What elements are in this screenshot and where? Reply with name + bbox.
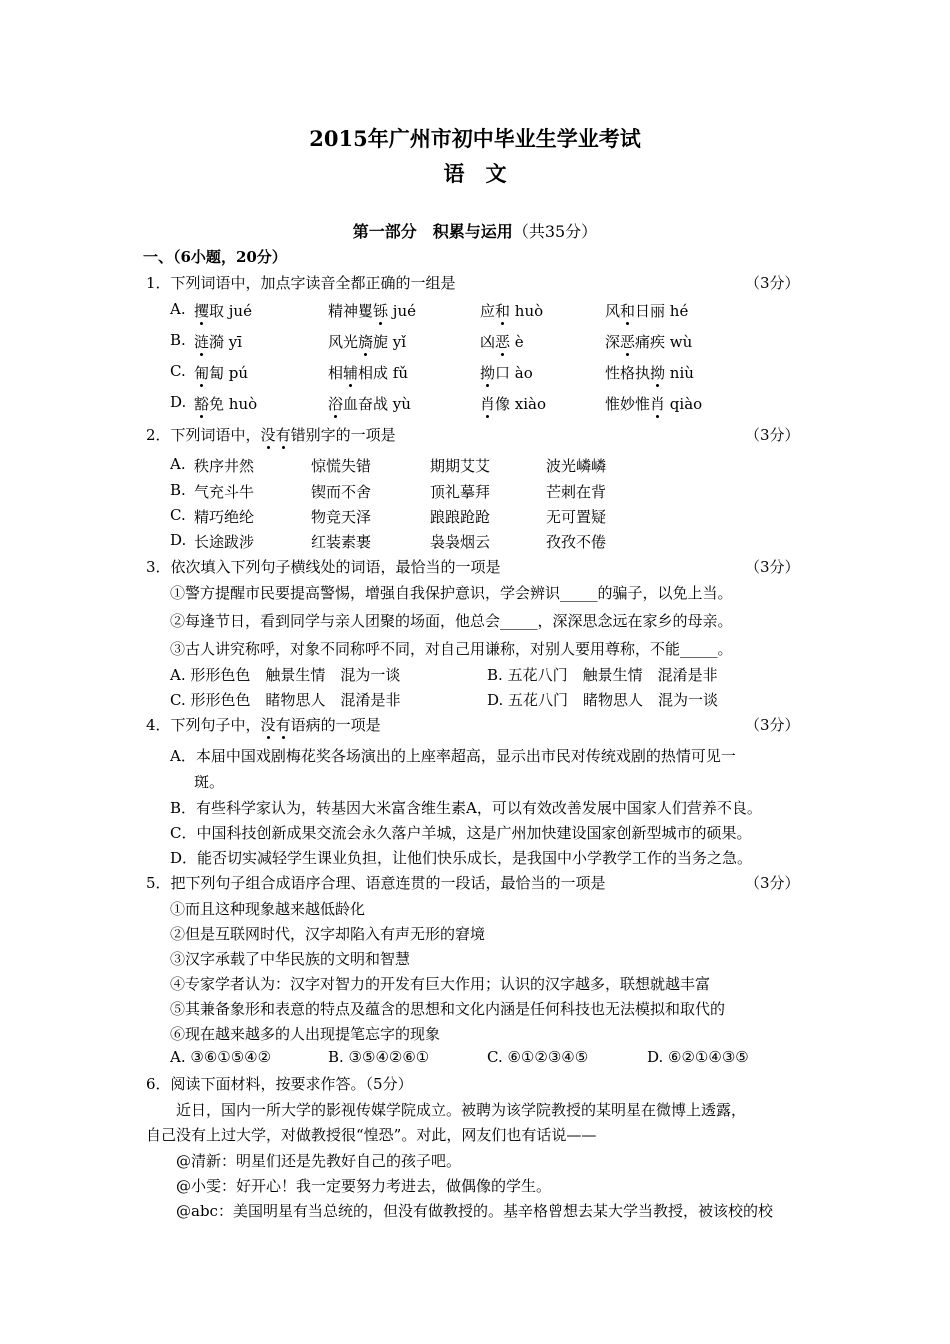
q5-sentence-3: ③汉字承载了中华民族的文明和智慧: [170, 950, 411, 968]
q1-stem: 1．下列词语中，加点字读音全都正确的一组是: [146, 274, 456, 292]
q2-option-c-word: 无可置疑: [546, 508, 607, 526]
q3-option-b-text: 五花八门 触景生情 混淆是非: [507, 666, 718, 684]
q1-option-b-label: B.: [170, 331, 186, 349]
q2-option-b-word: 气充斗牛: [194, 483, 255, 501]
q5-option-a: A. ③⑥①⑤④②: [170, 1048, 272, 1066]
q1-word-pre: 惟妙惟: [605, 395, 651, 413]
q1-word-post: 免 huò: [209, 395, 258, 413]
q3-option-c: [170, 689, 401, 710]
q1-word-pre: 凶: [480, 333, 496, 351]
q1-word-pre: 性格执: [605, 364, 651, 382]
q1-option-a-word: [194, 300, 252, 321]
q6-comment-3: @abc：美国明星有当总统的，但没有做教授的。基辛格曾想去某大学当教授，被该校的校: [176, 1202, 773, 1220]
q3-option-a: [170, 664, 400, 685]
q1-option-c-word: [480, 362, 533, 383]
q1-word-post: 漪 yī: [209, 333, 243, 351]
q1-option-c-label: C.: [170, 362, 186, 380]
q4-stem-dotted: [261, 716, 291, 734]
q1-option-d-word: [480, 393, 546, 414]
q1-word-pre: 风: [605, 302, 621, 320]
q1-word-post: 旎 yǐ: [373, 333, 407, 351]
q1-word-post: 口 ào: [495, 364, 533, 382]
q1-word-post: 像 xiào: [495, 395, 547, 413]
q1-option-a-word: [480, 300, 543, 321]
q1-word-dot: 浴: [328, 395, 344, 413]
q1-word-dot: 匍: [194, 364, 210, 382]
q1-word-pre: 风光: [328, 333, 359, 351]
emphasis-dot-char: 有: [275, 426, 291, 444]
q2-option-c-word: 精巧绝纶: [194, 508, 255, 526]
q1-option-c-word: [328, 362, 408, 383]
q4-stem-pre: 4．下列句子中，: [146, 716, 261, 734]
q1-word-pre: 深: [605, 333, 621, 351]
q4-option-a-line1: A．本届中国戏剧梅花奖各场演出的上座率超高，显示出市民对传统戏剧的热情可见一: [170, 747, 736, 765]
q5-sentence-5: ⑤其兼备象形和表意的特点及蕴含的思想和文化内涵是任何科技也无法模拟和取代的: [170, 1000, 726, 1018]
q5-option-b: B. ③⑤④②⑥①: [328, 1048, 430, 1066]
q3-option-c-label: C.: [170, 691, 186, 709]
q1-word-dot: 拗: [480, 364, 496, 382]
q1-word-post: 血奋战 yù: [343, 395, 411, 413]
q1-word-dot: 豁: [194, 395, 210, 413]
q2-option-b-word: 芒刺在背: [546, 483, 607, 501]
q1-word-post: 匐 pú: [209, 364, 249, 382]
part-heading-note: （共35分）: [512, 222, 598, 241]
q2-score: （3分）: [745, 426, 800, 444]
q1-word-dot: 恶: [620, 333, 636, 351]
q1-option-b-word: [194, 331, 242, 352]
q1-option-d-word: [328, 393, 411, 414]
q2-option-a-word: 惊慌失错: [311, 457, 372, 475]
q1-word-post: qiào: [665, 395, 703, 413]
q3-score: （3分）: [745, 558, 800, 576]
q5-sentence-1: ①而且这种现象越来越低龄化: [170, 900, 366, 918]
q3-option-a-text: 形形色色 触景生情 混为一谈: [190, 666, 401, 684]
q1-word-dot: 拗: [650, 364, 666, 382]
q4-score: （3分）: [745, 716, 800, 734]
q1-word-post: 日丽 hé: [635, 302, 689, 320]
q6-material-line2: 自己没有上过大学，对做教授很“惶恐”。对此，网友们也有话说——: [146, 1126, 597, 1144]
q5-sentence-2: ②但是互联网时代，汉字却陷入有声无形的窘境: [170, 925, 486, 943]
q3-stem: 3．依次填入下列句子横线处的词语，最恰当的一项是: [146, 558, 501, 576]
q1-word-dot: 攫: [194, 302, 210, 320]
q5-sentence-6: ⑥现在越来越多的人出现提笔忘字的现象: [170, 1025, 441, 1043]
exam-title: 2015年广州市初中毕业生学业考试: [309, 126, 641, 151]
q2-option-d-label: D.: [170, 531, 187, 549]
q2-stem-pre: 2．下列词语中，: [146, 426, 261, 444]
q1-option-d-word: [194, 393, 257, 414]
q2-option-b-label: B.: [170, 481, 186, 499]
q6-material-line1: 近日，国内一所大学的影视传媒学院成立。被聘为该学院教授的某明星在微博上透露，: [176, 1101, 747, 1119]
q1-option-d-label: D.: [170, 393, 187, 411]
q1-word-dot: 涟: [194, 333, 210, 351]
q1-word-post: 取 jué: [209, 302, 252, 320]
q2-option-a-word: 秩序井然: [194, 457, 255, 475]
q1-word-dot: 肖: [650, 395, 666, 413]
q4-stem: [146, 714, 381, 735]
emphasis-dot-char: 有: [275, 716, 291, 734]
q5-option-c: C. ⑥①②③④⑤: [487, 1048, 589, 1066]
q4-option-b: B．有些科学家认为，转基因大米富含维生素A，可以有效改善发展中国家人们营养不良。: [170, 799, 762, 817]
q1-option-c-word: [194, 362, 248, 383]
section-heading: 一、（6小题，20分）: [143, 248, 287, 266]
q5-option-d: D. ⑥②①④③⑤: [647, 1048, 749, 1066]
q2-option-a-word: 波光嶙嶙: [546, 457, 607, 475]
q2-stem-dotted: [261, 426, 291, 444]
q1-option-a-word: [328, 300, 416, 321]
q1-word-post: 痛疾 wù: [635, 333, 693, 351]
q2-option-d-word: 袅袅烟云: [430, 533, 491, 551]
q5-sentence-4: ④专家学者认为：汉字对智力的开发有巨大作用；认识的汉字越多，联想就越丰富: [170, 975, 711, 993]
q2-stem: [146, 424, 396, 445]
q1-word-pre: 应: [480, 302, 496, 320]
q1-option-d-word: [605, 393, 702, 414]
q1-word-dot: 和: [495, 302, 511, 320]
q3-option-d: [487, 689, 718, 710]
q2-option-c-label: C.: [170, 506, 186, 524]
q3-option-a-label: A.: [170, 666, 186, 684]
q2-option-b-word: 锲而不舍: [311, 483, 372, 501]
q2-option-c-word: 踉踉跄跄: [430, 508, 491, 526]
q2-stem-post: 错别字的一项是: [290, 426, 396, 444]
q1-word-dot: 恶: [495, 333, 511, 351]
q2-option-d-word: 长途跋涉: [194, 533, 255, 551]
q2-option-d-word: 孜孜不倦: [546, 533, 607, 551]
q4-option-a-line2: 斑。: [194, 773, 225, 791]
emphasis-dot-char: 没: [260, 716, 276, 734]
emphasis-dot-char: 没: [260, 426, 276, 444]
q1-word-dot: 旖: [358, 333, 374, 351]
q2-option-a-word: 期期艾艾: [430, 457, 491, 475]
q4-stem-post: 语病的一项是: [290, 716, 381, 734]
q3-option-c-text: 形形色色 睹物思人 混淆是非: [190, 691, 401, 709]
q2-option-c-word: 物竞天泽: [311, 508, 372, 526]
q2-option-d-word: 红装素裹: [311, 533, 372, 551]
q6-comment-2: @小雯：好开心！我一定要努力考进去，做偶像的学生。: [176, 1177, 552, 1195]
q1-word-post: 相成 fǔ: [358, 364, 409, 382]
q4-option-c: C．中国科技创新成果交流会永久落户羊城，这是广州加快建设国家创新型城市的硕果。: [170, 824, 752, 842]
q1-word-pre: 相: [328, 364, 344, 382]
q5-score: （3分）: [745, 874, 800, 892]
q1-word-dot: 铄: [373, 302, 389, 320]
q6-stem: 6．阅读下面材料，按要求作答。（5分）: [146, 1075, 413, 1093]
q1-option-c-word: [605, 362, 694, 383]
q1-option-a-word: [605, 300, 688, 321]
q1-option-b-word: [328, 331, 406, 352]
q3-sentence-3: ③古人讲究称呼，对象不同称呼不同，对自己用谦称，对别人要用尊称，不能_____。: [170, 640, 733, 658]
q1-word-dot: 和: [620, 302, 636, 320]
subject-title: 语 文: [443, 161, 507, 186]
q2-option-a-label: A.: [170, 455, 186, 473]
q3-sentence-1: ①警方提醒市民要提高警惕，增强自我保护意识，学会辨识_____的骗子，以免上当。: [170, 584, 733, 602]
q3-sentence-2: ②每逢节日，看到同学与亲人团聚的场面，他总会_____，深深思念远在家乡的母亲。: [170, 612, 733, 630]
q2-option-b-word: 顶礼摹拜: [430, 483, 491, 501]
q3-option-d-label: D.: [487, 691, 504, 709]
q3-option-d-text: 五花八门 睹物思人 混为一谈: [508, 691, 719, 709]
q1-word-post: huò: [510, 302, 544, 320]
q1-word-dot: 辅: [343, 364, 359, 382]
part-heading: [0, 219, 950, 242]
q1-word-post: jué: [388, 302, 416, 320]
q1-option-a-label: A.: [170, 300, 186, 318]
q3-option-b: [487, 664, 718, 685]
q1-word-dot: 肖: [480, 395, 496, 413]
q6-comment-1: @清新：明星们还是先教好自己的孩子吧。: [176, 1152, 462, 1170]
part-heading-main: 第一部分 积累与运用: [352, 222, 513, 241]
q1-option-b-word: [605, 331, 692, 352]
q1-word-pre: 精神矍: [328, 302, 374, 320]
q1-word-post: niù: [665, 364, 694, 382]
q3-option-b-label: B.: [487, 666, 503, 684]
q5-stem: 5．把下列句子组合成语序合理、语意连贯的一段话，最恰当的一项是: [146, 874, 606, 892]
q1-option-b-word: [480, 331, 524, 352]
q1-word-post: è: [510, 333, 524, 351]
q4-option-d: D．能否切实减轻学生课业负担，让他们快乐成长，是我国中小学教学工作的当务之急。: [170, 849, 753, 867]
q1-score: （3分）: [745, 274, 800, 292]
